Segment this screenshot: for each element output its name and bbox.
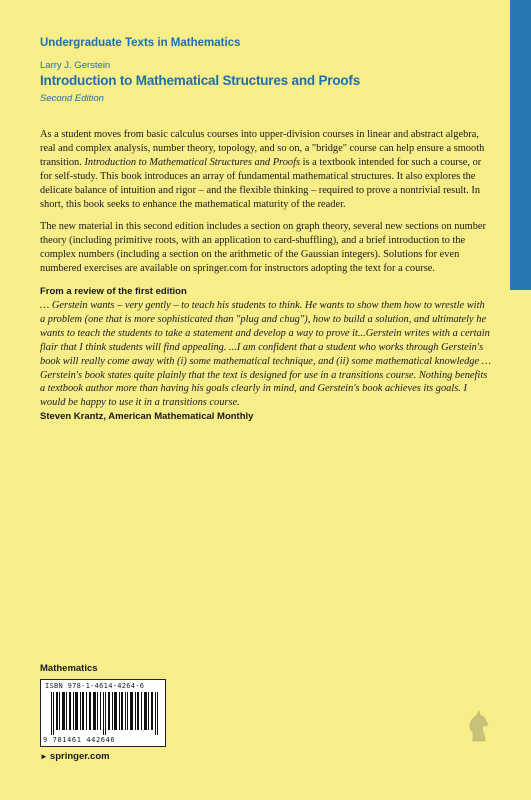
springer-horse-logo-icon xyxy=(467,710,489,742)
description-paragraph-1: As a student moves from basic calculus courses into upper-division courses in linear and abstract algebra, real and complex analysis, number theory, topology, and so on, a "bridge" course can help ensure a smooth transition. Introduction to Mathematical Structures and Proofs is a textbook intended for such a course, or for self-study. This book introduces an array of fundamental mathematical structures. It also explores the delicate balance of intuition and rigor – and the flexible thinking – required to prove a nontrivial result. In short, this book seeks to enhance the mathematical maturity of the reader. xyxy=(40,129,485,210)
author-name: Larry J. Gerstein xyxy=(40,60,111,71)
title-italic: Introduction to Mathematical Structures and Proofs xyxy=(84,156,301,168)
barcode-icon xyxy=(51,692,159,735)
publisher-url: springer.com xyxy=(49,751,110,762)
ean-digits: 9 781461 442646 xyxy=(43,736,116,744)
review-quote-2: Gerstein's book states quite plainly that the text is designed for use in a transitions course. Nothing benefits a textbook author more than having his goals clearly in mind, and Gerstein's book achieves its goals. I would be happy to use it in a transitions course. xyxy=(40,369,488,409)
spine-color-stripe xyxy=(510,0,531,290)
reviewer-credit: Steven Krantz, American Mathematical Monthly xyxy=(40,411,254,423)
review-quote-1: … Gerstein wants – very gently – to teach his students to think. He wants to show them how to wrestle with a problem (one that is more sophisticated than "plug and chug"), how to build a solution, and ultimately he wants to teach the students to take a statement and develop a way to prove it...Gerstein writes with a certain flair that I think students will find appealing. ...I am confident that a student who works through Gerstein's book will really come away with (i) some mathematical technique, and (ii) some mathematical knowledge … xyxy=(40,299,491,367)
subject-category: Mathematics xyxy=(40,663,98,674)
isbn-barcode xyxy=(40,679,166,747)
edition-label: Second Edition xyxy=(40,93,104,104)
arrow-right-icon: ► xyxy=(40,752,48,761)
publisher-link[interactable] xyxy=(40,751,110,762)
back-cover-text xyxy=(40,128,492,424)
review-heading: From a review of the first edition xyxy=(40,286,187,298)
book-title: Introduction to Mathematical Structures and Proofs xyxy=(40,73,361,88)
series-title: Undergraduate Texts in Mathematics xyxy=(40,37,241,49)
description-paragraph-2: The new material in this second edition includes a section on graph theory, several new sections on number theory (including primitive roots, with an application to card-shuffling), and a brief introduction to the complex numbers (including a section on the arithmetic of the Gaussian integers). Solutions for even numbered exercises are available on springer.com for instructors adopting the text for a course. xyxy=(40,221,486,275)
isbn-number: ISBN 978-1-4614-4264-6 xyxy=(45,682,145,690)
